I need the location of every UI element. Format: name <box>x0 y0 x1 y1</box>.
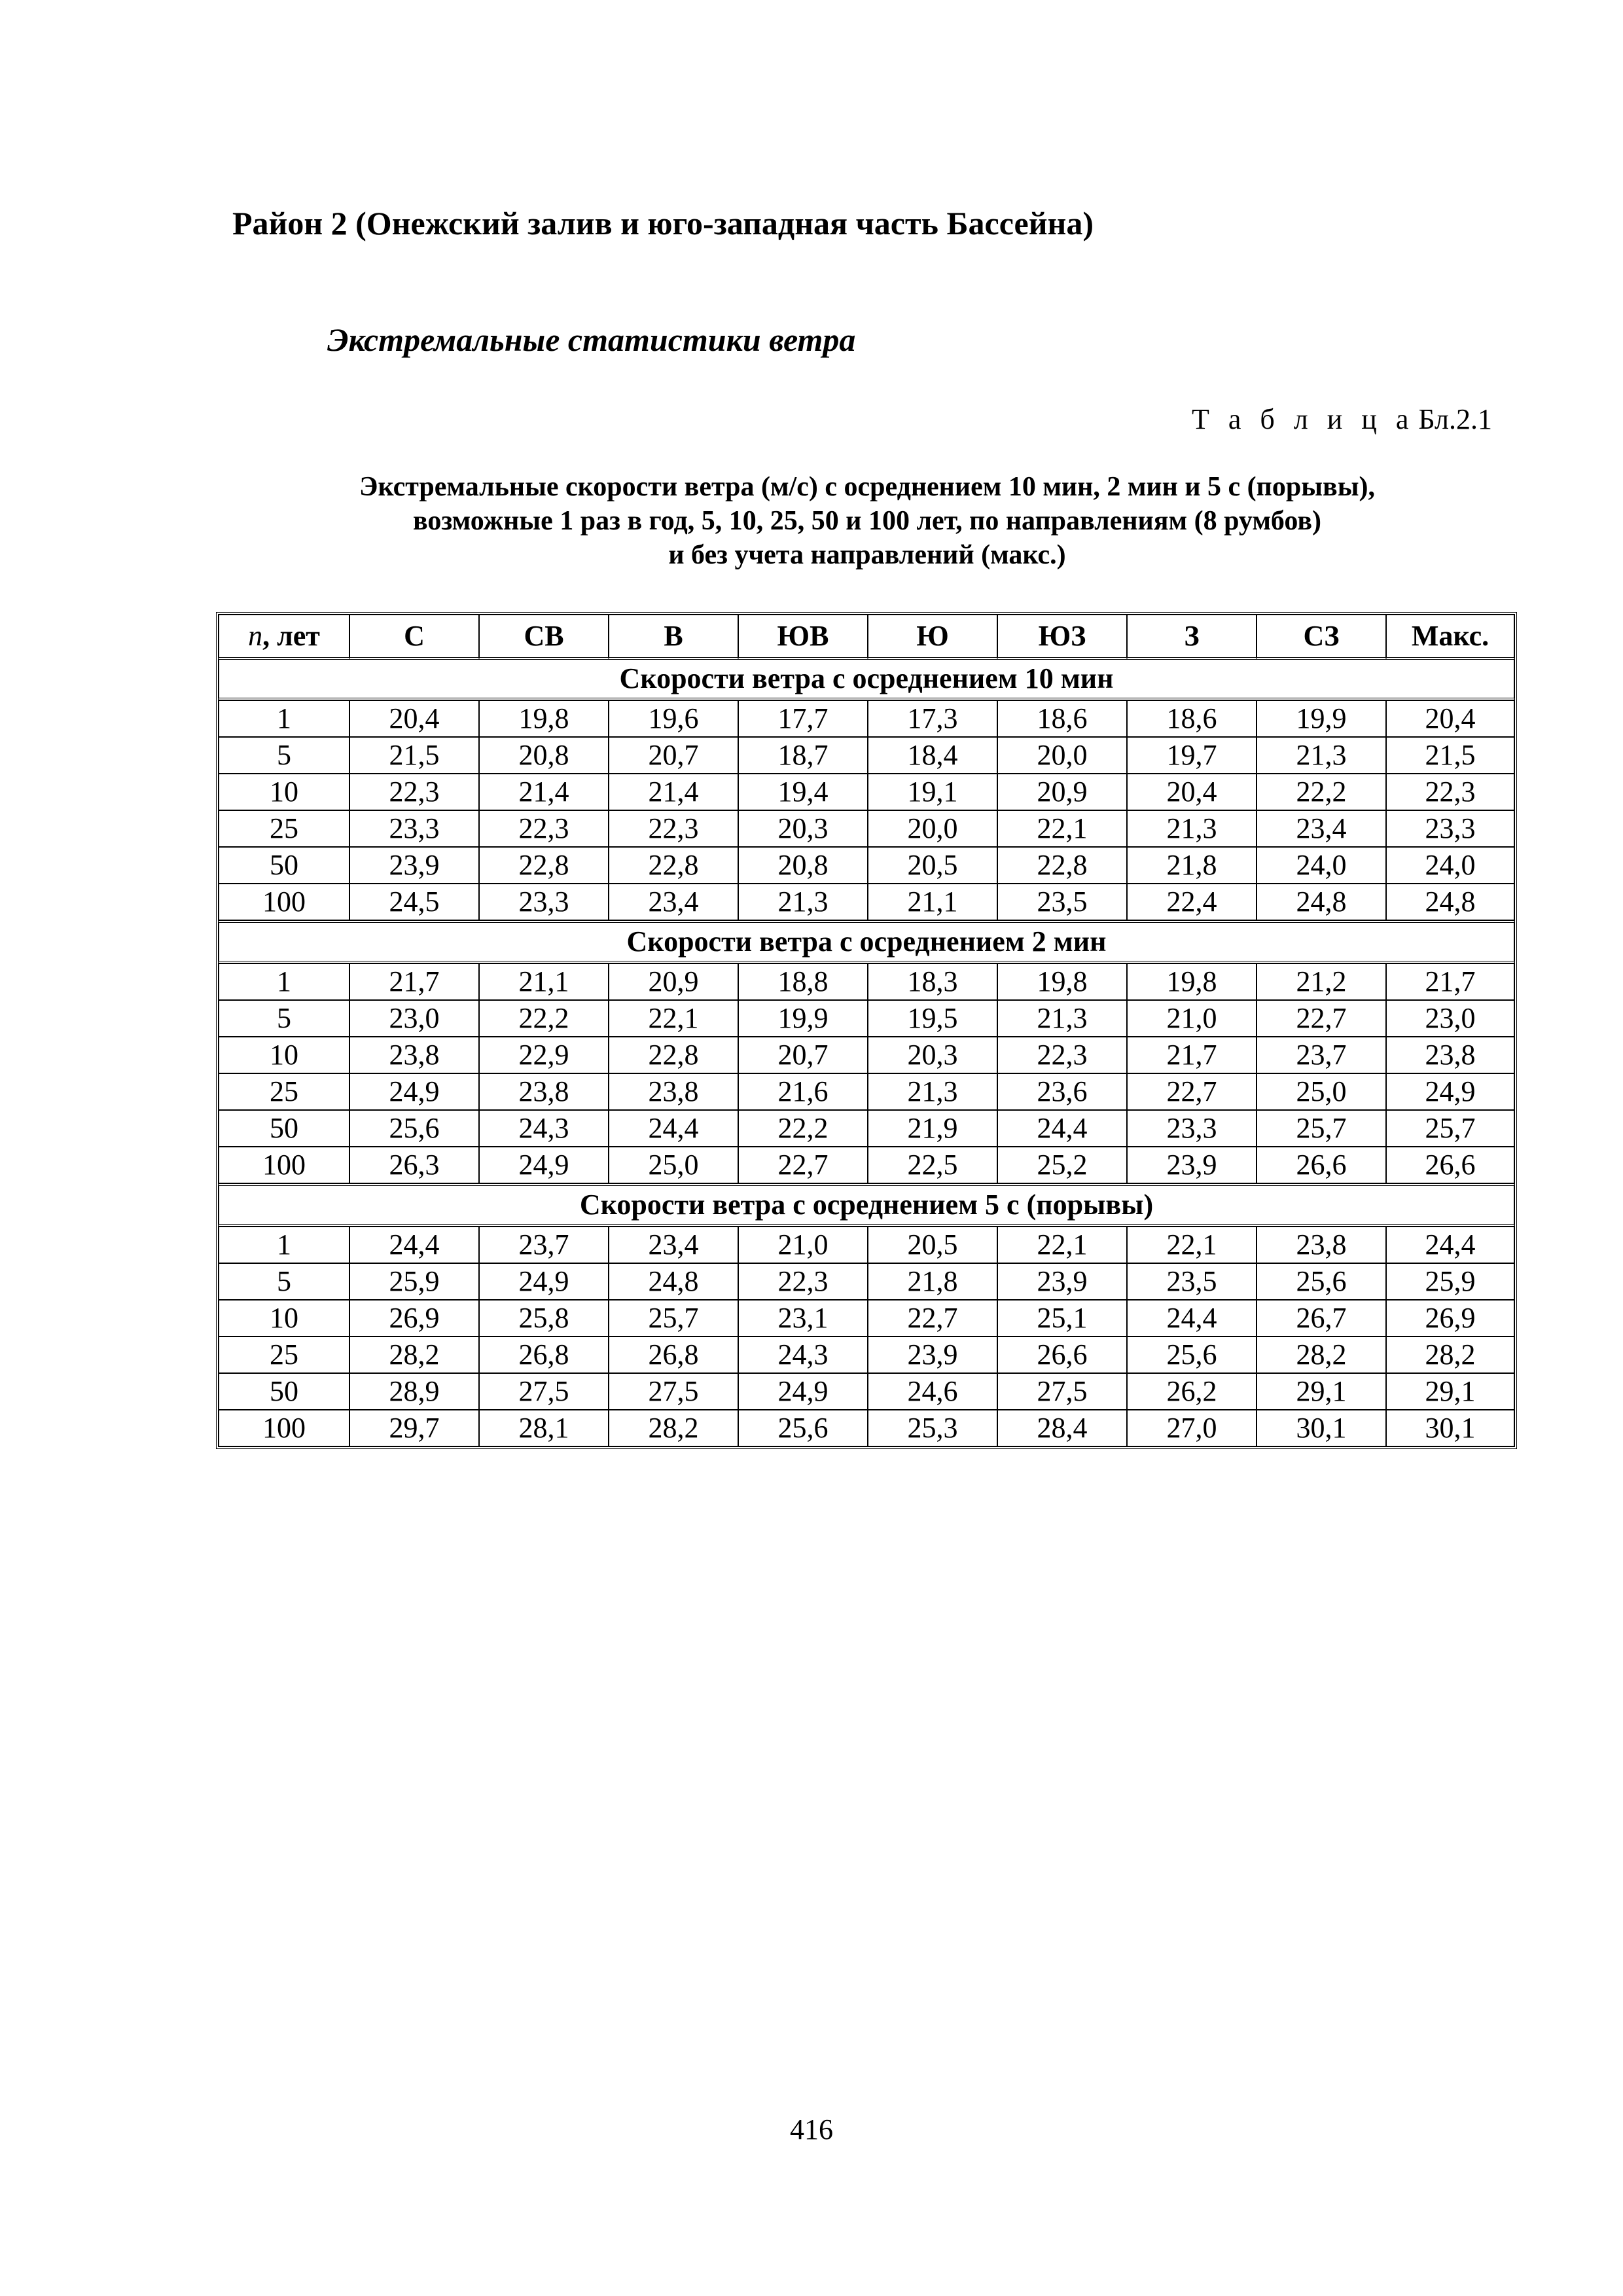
value-cell: 28,1 <box>479 1410 609 1446</box>
return-period-cell: 1 <box>219 1227 349 1263</box>
value-cell: 23,9 <box>868 1336 997 1373</box>
value-cell: 27,5 <box>609 1373 738 1410</box>
header-cell: ЮВ <box>738 615 868 660</box>
value-cell: 23,5 <box>1127 1263 1257 1300</box>
value-cell: 23,7 <box>1257 1037 1386 1073</box>
value-cell: 25,3 <box>868 1410 997 1446</box>
return-period-cell: 100 <box>219 1147 349 1183</box>
value-cell: 23,8 <box>1386 1037 1514 1073</box>
value-cell: 21,5 <box>349 737 479 774</box>
value-cell: 22,3 <box>349 774 479 810</box>
value-cell: 21,7 <box>1386 963 1514 1000</box>
value-cell: 28,9 <box>349 1373 479 1410</box>
value-cell: 23,8 <box>349 1037 479 1073</box>
value-cell: 26,3 <box>349 1147 479 1183</box>
value-cell: 25,0 <box>1257 1073 1386 1110</box>
header-cell: ЮЗ <box>997 615 1127 660</box>
value-cell: 21,3 <box>738 884 868 920</box>
value-cell: 24,9 <box>479 1147 609 1183</box>
value-cell: 21,1 <box>479 963 609 1000</box>
value-cell: 28,2 <box>349 1336 479 1373</box>
value-cell: 24,8 <box>1257 884 1386 920</box>
return-period-cell: 5 <box>219 1263 349 1300</box>
value-cell: 21,7 <box>1127 1037 1257 1073</box>
value-cell: 25,6 <box>738 1410 868 1446</box>
value-cell: 19,9 <box>1257 700 1386 737</box>
value-cell: 23,0 <box>1386 1000 1514 1037</box>
value-cell: 21,2 <box>1257 963 1386 1000</box>
value-cell: 22,2 <box>738 1110 868 1147</box>
value-cell: 25,6 <box>1127 1336 1257 1373</box>
value-cell: 22,7 <box>1257 1000 1386 1037</box>
value-cell: 23,0 <box>349 1000 479 1037</box>
value-cell: 23,9 <box>1127 1147 1257 1183</box>
value-cell: 20,5 <box>868 847 997 884</box>
value-cell: 23,8 <box>479 1073 609 1110</box>
value-cell: 21,3 <box>997 1000 1127 1037</box>
value-cell: 23,3 <box>479 884 609 920</box>
value-cell: 21,4 <box>479 774 609 810</box>
value-cell: 24,3 <box>738 1336 868 1373</box>
table-row <box>219 700 1514 737</box>
return-period-cell: 10 <box>219 1300 349 1336</box>
table-row <box>219 1110 1514 1147</box>
value-cell: 18,7 <box>738 737 868 774</box>
value-cell: 24,9 <box>479 1263 609 1300</box>
value-cell: 24,4 <box>1127 1300 1257 1336</box>
value-cell: 24,4 <box>609 1110 738 1147</box>
value-cell: 21,4 <box>609 774 738 810</box>
value-cell: 21,3 <box>868 1073 997 1110</box>
value-cell: 22,4 <box>1127 884 1257 920</box>
caption-line: возможные 1 раз в год, 5, 10, 25, 50 и 100 лет, по направлениям (8 румбов) <box>412 506 1321 536</box>
value-cell: 25,8 <box>479 1300 609 1336</box>
value-cell: 19,8 <box>997 963 1127 1000</box>
value-cell: 26,8 <box>609 1336 738 1373</box>
value-cell: 22,1 <box>997 810 1127 847</box>
value-cell: 28,2 <box>1257 1336 1386 1373</box>
value-cell: 19,8 <box>1127 963 1257 1000</box>
value-cell: 26,7 <box>1257 1300 1386 1336</box>
section-title: Экстремальные статистики ветра <box>327 321 856 358</box>
value-cell: 19,6 <box>609 700 738 737</box>
value-cell: 18,6 <box>997 700 1127 737</box>
value-cell: 25,7 <box>1386 1110 1514 1147</box>
value-cell: 25,6 <box>1257 1263 1386 1300</box>
table-row <box>219 1073 1514 1110</box>
value-cell: 24,9 <box>349 1073 479 1110</box>
value-cell: 28,2 <box>609 1410 738 1446</box>
return-period-cell: 100 <box>219 1410 349 1446</box>
return-period-cell: 10 <box>219 774 349 810</box>
return-period-cell: 25 <box>219 1336 349 1373</box>
header-cell: СВ <box>479 615 609 660</box>
value-cell: 20,0 <box>997 737 1127 774</box>
value-cell: 24,9 <box>1386 1073 1514 1110</box>
value-cell: 21,6 <box>738 1073 868 1110</box>
value-cell: 24,4 <box>349 1227 479 1263</box>
value-cell: 19,5 <box>868 1000 997 1037</box>
value-cell: 19,7 <box>1127 737 1257 774</box>
value-cell: 17,3 <box>868 700 997 737</box>
header-cell: СЗ <box>1257 615 1386 660</box>
table-number <box>1192 403 1492 436</box>
page-number: 416 <box>790 2113 833 2145</box>
return-period-cell: 5 <box>219 737 349 774</box>
table-row <box>219 847 1514 884</box>
value-cell: 28,2 <box>1386 1336 1514 1373</box>
value-cell: 23,3 <box>1127 1110 1257 1147</box>
value-cell: 23,6 <box>997 1073 1127 1110</box>
value-cell: 19,1 <box>868 774 997 810</box>
value-cell: 29,1 <box>1257 1373 1386 1410</box>
table-caption <box>216 470 1518 572</box>
value-cell: 20,4 <box>1127 774 1257 810</box>
value-cell: 21,3 <box>1257 737 1386 774</box>
value-cell: 21,9 <box>868 1110 997 1147</box>
return-period-cell: 25 <box>219 810 349 847</box>
value-cell: 30,1 <box>1257 1410 1386 1446</box>
value-cell: 28,4 <box>997 1410 1127 1446</box>
table-row <box>219 774 1514 810</box>
value-cell: 21,8 <box>1127 847 1257 884</box>
return-period-cell: 100 <box>219 884 349 920</box>
value-cell: 20,4 <box>349 700 479 737</box>
value-cell: 18,8 <box>738 963 868 1000</box>
value-cell: 21,8 <box>868 1263 997 1300</box>
value-cell: 18,3 <box>868 963 997 1000</box>
group-title-row <box>219 1183 1514 1227</box>
value-cell: 25,6 <box>349 1110 479 1147</box>
value-cell: 17,7 <box>738 700 868 737</box>
value-cell: 24,3 <box>479 1110 609 1147</box>
value-cell: 20,7 <box>738 1037 868 1073</box>
value-cell: 24,9 <box>738 1373 868 1410</box>
header-cell: Ю <box>868 615 997 660</box>
value-cell: 22,7 <box>868 1300 997 1336</box>
value-cell: 26,2 <box>1127 1373 1257 1410</box>
value-cell: 23,8 <box>609 1073 738 1110</box>
value-cell: 23,1 <box>738 1300 868 1336</box>
value-cell: 22,8 <box>997 847 1127 884</box>
table-row <box>219 1263 1514 1300</box>
table-row <box>219 1373 1514 1410</box>
value-cell: 19,4 <box>738 774 868 810</box>
table-id: Бл.2.1 <box>1418 403 1492 435</box>
value-cell: 20,5 <box>868 1227 997 1263</box>
value-cell: 18,6 <box>1127 700 1257 737</box>
return-period-cell: 50 <box>219 1110 349 1147</box>
value-cell: 22,7 <box>1127 1073 1257 1110</box>
value-cell: 21,3 <box>1127 810 1257 847</box>
value-cell: 22,9 <box>479 1037 609 1073</box>
value-cell: 24,5 <box>349 884 479 920</box>
value-cell: 20,4 <box>1386 700 1514 737</box>
value-cell: 22,1 <box>1127 1227 1257 1263</box>
table-label: Т а б л и ц а <box>1191 403 1415 435</box>
table-row <box>219 1410 1514 1446</box>
value-cell: 22,2 <box>479 1000 609 1037</box>
return-period-cell: 10 <box>219 1037 349 1073</box>
table-row <box>219 1147 1514 1183</box>
value-cell: 20,9 <box>997 774 1127 810</box>
value-cell: 23,9 <box>997 1263 1127 1300</box>
value-cell: 25,7 <box>609 1300 738 1336</box>
value-cell: 20,3 <box>738 810 868 847</box>
value-cell: 24,6 <box>868 1373 997 1410</box>
value-cell: 22,3 <box>609 810 738 847</box>
value-cell: 20,7 <box>609 737 738 774</box>
return-period-cell: 1 <box>219 700 349 737</box>
table-row <box>219 1000 1514 1037</box>
group-title-row <box>219 660 1514 700</box>
return-period-cell: 50 <box>219 1373 349 1410</box>
value-cell: 24,8 <box>1386 884 1514 920</box>
value-cell: 22,3 <box>997 1037 1127 1073</box>
value-cell: 23,4 <box>609 884 738 920</box>
value-cell: 23,3 <box>1386 810 1514 847</box>
header-cell: Макс. <box>1386 615 1514 660</box>
table-header-row <box>219 615 1514 660</box>
value-cell: 23,9 <box>349 847 479 884</box>
value-cell: 18,4 <box>868 737 997 774</box>
value-cell: 26,6 <box>997 1336 1127 1373</box>
return-period-cell: 25 <box>219 1073 349 1110</box>
header-cell: С <box>349 615 479 660</box>
group-title: Скорости ветра с осреднением 5 с (порывы) <box>219 1183 1514 1227</box>
value-cell: 23,7 <box>479 1227 609 1263</box>
value-cell: 21,7 <box>349 963 479 1000</box>
value-cell: 29,1 <box>1386 1373 1514 1410</box>
table-body <box>219 660 1514 1446</box>
value-cell: 25,9 <box>1386 1263 1514 1300</box>
value-cell: 26,8 <box>479 1336 609 1373</box>
value-cell: 25,2 <box>997 1147 1127 1183</box>
value-cell: 21,0 <box>738 1227 868 1263</box>
header-cell: З <box>1127 615 1257 660</box>
value-cell: 20,3 <box>868 1037 997 1073</box>
return-period-cell: 1 <box>219 963 349 1000</box>
page-heading: Район 2 (Онежский залив и юго-западная часть Бассейна) <box>232 205 1094 242</box>
value-cell: 20,8 <box>479 737 609 774</box>
value-cell: 24,4 <box>1386 1227 1514 1263</box>
value-cell: 21,1 <box>868 884 997 920</box>
return-period-cell: 50 <box>219 847 349 884</box>
value-cell: 30,1 <box>1386 1410 1514 1446</box>
value-cell: 22,7 <box>738 1147 868 1183</box>
value-cell: 24,0 <box>1386 847 1514 884</box>
value-cell: 23,4 <box>1257 810 1386 847</box>
value-cell: 22,8 <box>609 1037 738 1073</box>
value-cell: 20,0 <box>868 810 997 847</box>
value-cell: 20,9 <box>609 963 738 1000</box>
header-cell: В <box>609 615 738 660</box>
value-cell: 27,5 <box>479 1373 609 1410</box>
table-row <box>219 884 1514 920</box>
value-cell: 22,2 <box>1257 774 1386 810</box>
value-cell: 23,3 <box>349 810 479 847</box>
value-cell: 22,8 <box>609 847 738 884</box>
value-cell: 22,3 <box>738 1263 868 1300</box>
value-cell: 24,4 <box>997 1110 1127 1147</box>
value-cell: 22,3 <box>1386 774 1514 810</box>
value-cell: 29,7 <box>349 1410 479 1446</box>
wind-speed-table <box>216 612 1517 1449</box>
value-cell: 19,8 <box>479 700 609 737</box>
value-cell: 26,6 <box>1386 1147 1514 1183</box>
value-cell: 22,1 <box>609 1000 738 1037</box>
return-period-cell: 5 <box>219 1000 349 1037</box>
header-cell-n-years <box>219 615 349 660</box>
caption-line: и без учета направлений (макс.) <box>668 540 1066 570</box>
caption-line: Экстремальные скорости ветра (м/с) с осреднением 10 мин, 2 мин и 5 с (порывы), <box>359 472 1375 502</box>
group-title-row <box>219 920 1514 963</box>
value-cell: 24,8 <box>609 1263 738 1300</box>
value-cell: 25,1 <box>997 1300 1127 1336</box>
table-row <box>219 1336 1514 1373</box>
value-cell: 22,1 <box>997 1227 1127 1263</box>
value-cell: 23,5 <box>997 884 1127 920</box>
table-row <box>219 1227 1514 1263</box>
group-title: Скорости ветра с осреднением 10 мин <box>219 660 1514 700</box>
value-cell: 21,5 <box>1386 737 1514 774</box>
value-cell: 26,6 <box>1257 1147 1386 1183</box>
table-row <box>219 810 1514 847</box>
value-cell: 25,9 <box>349 1263 479 1300</box>
value-cell: 19,9 <box>738 1000 868 1037</box>
value-cell: 21,0 <box>1127 1000 1257 1037</box>
value-cell: 24,0 <box>1257 847 1386 884</box>
value-cell: 26,9 <box>349 1300 479 1336</box>
value-cell: 27,0 <box>1127 1410 1257 1446</box>
table-row <box>219 963 1514 1000</box>
n-unit: , лет <box>262 620 320 652</box>
n-symbol: n <box>248 620 263 652</box>
value-cell: 27,5 <box>997 1373 1127 1410</box>
value-cell: 22,3 <box>479 810 609 847</box>
table-row <box>219 737 1514 774</box>
value-cell: 26,9 <box>1386 1300 1514 1336</box>
value-cell: 23,8 <box>1257 1227 1386 1263</box>
table-row <box>219 1300 1514 1336</box>
table-row <box>219 1037 1514 1073</box>
value-cell: 22,5 <box>868 1147 997 1183</box>
value-cell: 20,8 <box>738 847 868 884</box>
value-cell: 25,0 <box>609 1147 738 1183</box>
value-cell: 22,8 <box>479 847 609 884</box>
value-cell: 23,4 <box>609 1227 738 1263</box>
group-title: Скорости ветра с осреднением 2 мин <box>219 920 1514 963</box>
value-cell: 25,7 <box>1257 1110 1386 1147</box>
